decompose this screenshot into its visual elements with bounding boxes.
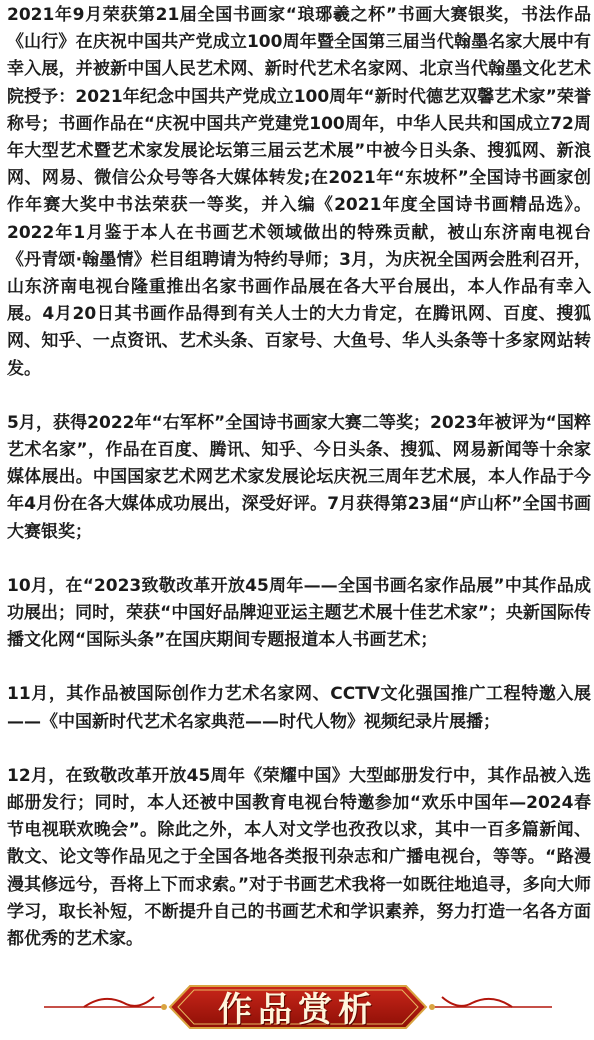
section-banner [44,980,552,1032]
paragraph-1: 2021年9月荣获第21届全国书画家“琅琊羲之杯”书画大赛银奖，书法作品《山行》在庆祝中国共产党成立100周年暨全国第三届当代翰墨名家大展中有幸入展，并被新中国人民艺术网、新时代艺术名家网、北京当代翰墨文化艺术院授予：2021年纪念中国共产党成立100周年“新时代德艺双馨艺术家”荣誉称号；书画作品在“庆祝中国共产党建党100周年，中华人民共和国成立72周年大型艺术暨艺术家发展论坛第三届云艺术展”中被今日头条、搜狐网、新浪网、网易、微信公众号等各大媒体转发;在2021年“东坡杯”全国诗书画家创作年赛大奖中书法荣获一等奖，并入编《2021年度全国诗书画精品选》。2022年1月鉴于本人在书画艺术领域做出的特殊贡献，被山东济南电视台《丹青颂·翰墨情》栏目组聘请为特约导师；3月，为庆祝全国两会胜利召开，山东济南电视台隆重推出名家书画作品展在各大平台展出，本人作品有幸入展。4月20日其书画作品得到有关人士的大力肯定，在腾讯网、百度、搜狐网、知乎、一点资讯、艺术头条、百家号、大鱼号、华人头条等十多家网站转发。 [7,5,591,379]
banner-title: 作品赏析 [218,989,378,1030]
paragraph-5: 12月，在致敬改革开放45周年《荣耀中国》大型邮册发行中，其作品被入选邮册发行；同时，本人还被中国教育电视台特邀参加“欢乐中国年—2024春节电视联欢晚会”。除此之外，本人对文学也孜孜以求，其中一百多篇新闻、散文、论文等作品见之于全国各地各类报刊杂志和广播电视台，等等。“路漫漫其修远兮，吾将上下而求索。”对于书画艺术我将一如既往地追寻，多向大师学习，取长补短，不断提升自己的书画艺术和学识素养，努力打造一名各方面都优秀的艺术家。 [7,765,591,950]
paragraph-3: 10月，在“2023致敬改革开放45周年——全国书画名家作品展”中其作品成功展出；同时，荣获“中国好品牌迎亚运主题艺术展十佳艺术家”；央新国际传播文化网“国际头条”在国庆期间专题报道本人书画艺术； [7,575,591,651]
article-body [7,2,591,980]
paragraph-2: 5月，获得2022年“右军杯”全国诗书画家大赛二等奖；2023年被评为“国粹艺术名家”，作品在百度、腾讯、知乎、今日头条、搜狐、网易新闻等十余家媒体展出。中国国家艺术网艺术家发展论坛庆祝三周年艺术展，本人作品于今年4月份在各大媒体成功展出，深受好评。7月获得第23届“庐山杯”全国书画大赛银奖； [7,412,591,542]
paragraph-4: 11月，其作品被国际创作力艺术名家网、CCTV文化强国推广工程特邀入展——《中国新时代艺术名家典范——时代人物》视频纪录片展播； [7,684,591,732]
